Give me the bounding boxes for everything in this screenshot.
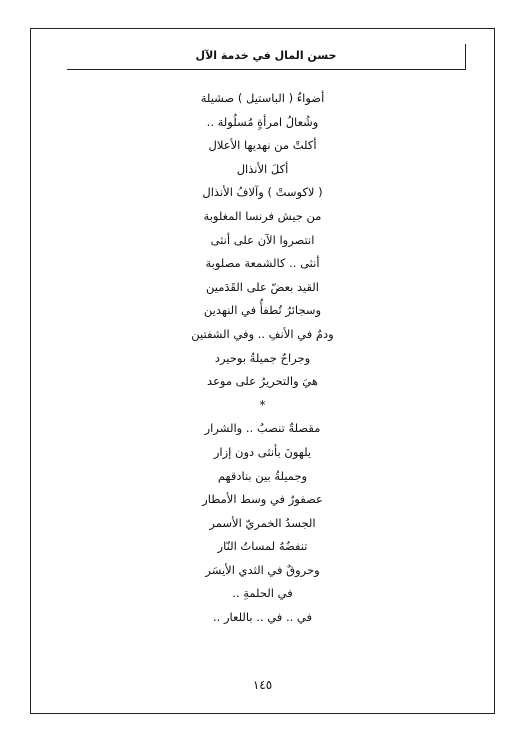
poem-line: مقصلةٌ تنصبُ .. والشرار (204, 421, 321, 436)
poem-line: انتصروا الآن على أنثى (210, 232, 315, 247)
poem-line: عصفورٌ في وسط الأمطار (202, 492, 323, 507)
poem-line: هيَ والتحريرُ على موعد (207, 374, 318, 389)
poem-line: وجميلةُ بين بنادقهم (217, 468, 308, 483)
page-header-title: حسن المال في خدمة الآل (195, 49, 337, 62)
page-frame (30, 28, 495, 714)
poem-line: من جيش فرنسا المغلوبة (203, 208, 322, 223)
poem-line: وحروقٌ في الثدي الأيسَر (205, 562, 320, 577)
poem-line: وشُعالُ امرأةٍ مُسلُولة .. (206, 114, 319, 129)
poem-line: أنثى .. كالشمعة مصلوبة (205, 256, 320, 271)
running-header (67, 44, 466, 70)
poem-line: أضواءُ ( الباستيل ) صشيلة (200, 91, 325, 105)
page-number: ١٤٥ (252, 678, 273, 692)
poem-line: ودمٌ في الأنفِ .. وفي الشفتين (191, 326, 334, 341)
poem-line: وسجائرُ تُطفأُ في النهدين (203, 303, 322, 318)
poem-line: القيد بعضّ على القَدَمين (205, 279, 320, 294)
poem-line: الجسدُ الخمريّ الأسمر (209, 515, 316, 530)
poem-line: يلهونَ بأنثى دون إزار (213, 444, 312, 459)
poem-line: ( لاكوستْ ) وآلافُ الأنذال (202, 185, 323, 200)
poem-line: في .. في .. باللعار .. (213, 610, 312, 625)
poem-line: أكلَ الأنذال (236, 161, 289, 176)
poem-line: في الحلمةِ .. (232, 586, 293, 601)
poem-line: أكلتْ من نهديها الأعلال (208, 138, 317, 153)
stanza-separator: * (259, 397, 266, 412)
poem-body (31, 87, 494, 630)
poem-line: وجراحٌ جميلةُ بوحيرد (214, 350, 311, 365)
poem-line: تنفضُهُ لمساتُ النّار (217, 539, 308, 554)
